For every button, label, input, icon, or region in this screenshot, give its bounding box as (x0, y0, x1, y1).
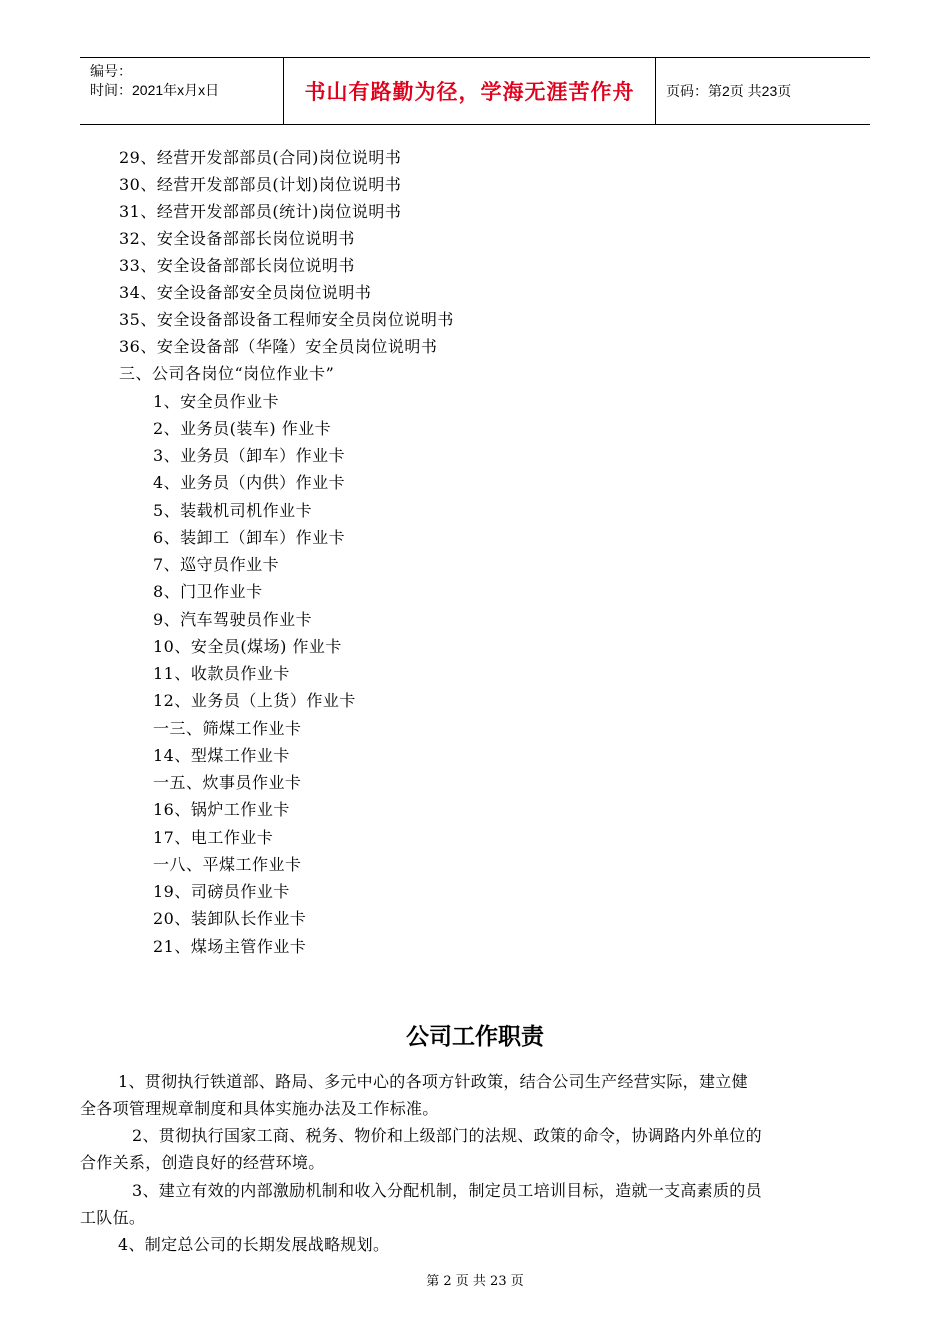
toc-item: 7、巡守员作业卡 (153, 555, 280, 574)
toc-item: 4、业务员（内供）作业卡 (153, 473, 346, 492)
duty-paragraph (80, 1231, 870, 1258)
toc-item: 6、装卸工（卸车）作业卡 (153, 528, 346, 547)
document-date: 时间：2021年x月x日 (90, 82, 220, 98)
header-page-info: 页码：第2页 共23页 (666, 83, 792, 99)
toc-item: 21、煤场主管作业卡 (153, 937, 307, 956)
section-title: 公司工作职责 (406, 1024, 544, 1050)
toc-item: 20、装卸队长作业卡 (153, 909, 307, 928)
toc-item: 12、业务员（上货）作业卡 (153, 691, 356, 710)
toc-item: 33、安全设备部部长岗位说明书 (119, 256, 355, 275)
duty-paragraph (80, 1177, 870, 1231)
paragraph-line: 1、贯彻执行铁道部、路局、多元中心的各项方针政策，结合公司生产经营实际，建立健 (118, 1072, 748, 1091)
page-header (80, 57, 870, 125)
page-footer: 第 2 页 共 23 页 (426, 1274, 524, 1289)
duty-paragraph (80, 1068, 870, 1122)
paragraph-line: 合作关系，创造良好的经营环境。 (80, 1153, 325, 1172)
toc-item: 19、司磅员作业卡 (153, 882, 290, 901)
toc-item: 30、经营开发部部员(计划)岗位说明书 (119, 175, 402, 194)
toc-item: 14、型煤工作业卡 (153, 746, 290, 765)
toc-item: 一八、平煤工作业卡 (153, 855, 302, 874)
toc-item: 16、锅炉工作业卡 (153, 800, 290, 819)
toc-item: 9、汽车驾驶员作业卡 (153, 610, 313, 629)
toc-item: 29、经营开发部部员(合同)岗位说明书 (119, 148, 402, 167)
paragraph-line: 2、贯彻执行国家工商、税务、物价和上级部门的法规、政策的命令，协调路内外单位的 (132, 1126, 762, 1145)
toc-item: 2、业务员(装车) 作业卡 (153, 419, 332, 438)
toc-item: 10、安全员(煤场) 作业卡 (153, 637, 342, 656)
document-number-label: 编号： (90, 63, 132, 79)
toc-item: 34、安全设备部安全员岗位说明书 (119, 283, 372, 302)
toc-item: 5、装载机司机作业卡 (153, 501, 313, 520)
toc-item: 35、安全设备部设备工程师安全员岗位说明书 (119, 310, 454, 329)
paragraph-line: 工队伍。 (80, 1208, 146, 1227)
header-motto: 书山有路勤为径，学海无涯苦作舟 (283, 58, 656, 124)
toc-item: 31、经营开发部部员(统计)岗位说明书 (119, 202, 402, 221)
toc-item: 1、安全员作业卡 (153, 392, 280, 411)
toc-section-heading: 三、公司各岗位“岗位作业卡” (119, 364, 335, 383)
toc-item: 一五、炊事员作业卡 (153, 773, 302, 792)
paragraph-line: 4、制定总公司的长期发展战略规划。 (118, 1235, 390, 1254)
paragraph-line: 全各项管理规章制度和具体实施办法及工作标准。 (80, 1099, 439, 1118)
toc-item: 一三、筛煤工作业卡 (153, 719, 302, 738)
toc-item: 11、收款员作业卡 (153, 664, 290, 683)
toc-item: 8、门卫作业卡 (153, 582, 263, 601)
toc-item: 36、安全设备部（华隆）安全员岗位说明书 (119, 337, 438, 356)
toc-item: 17、电工作业卡 (153, 828, 274, 847)
duty-paragraph (80, 1122, 870, 1176)
toc-item: 32、安全设备部部长岗位说明书 (119, 229, 355, 248)
header-meta (80, 58, 283, 124)
toc-item: 3、业务员（卸车）作业卡 (153, 446, 346, 465)
paragraph-line: 3、建立有效的内部激励机制和收入分配机制，制定员工培训目标，造就一支高素质的员 (132, 1181, 762, 1200)
